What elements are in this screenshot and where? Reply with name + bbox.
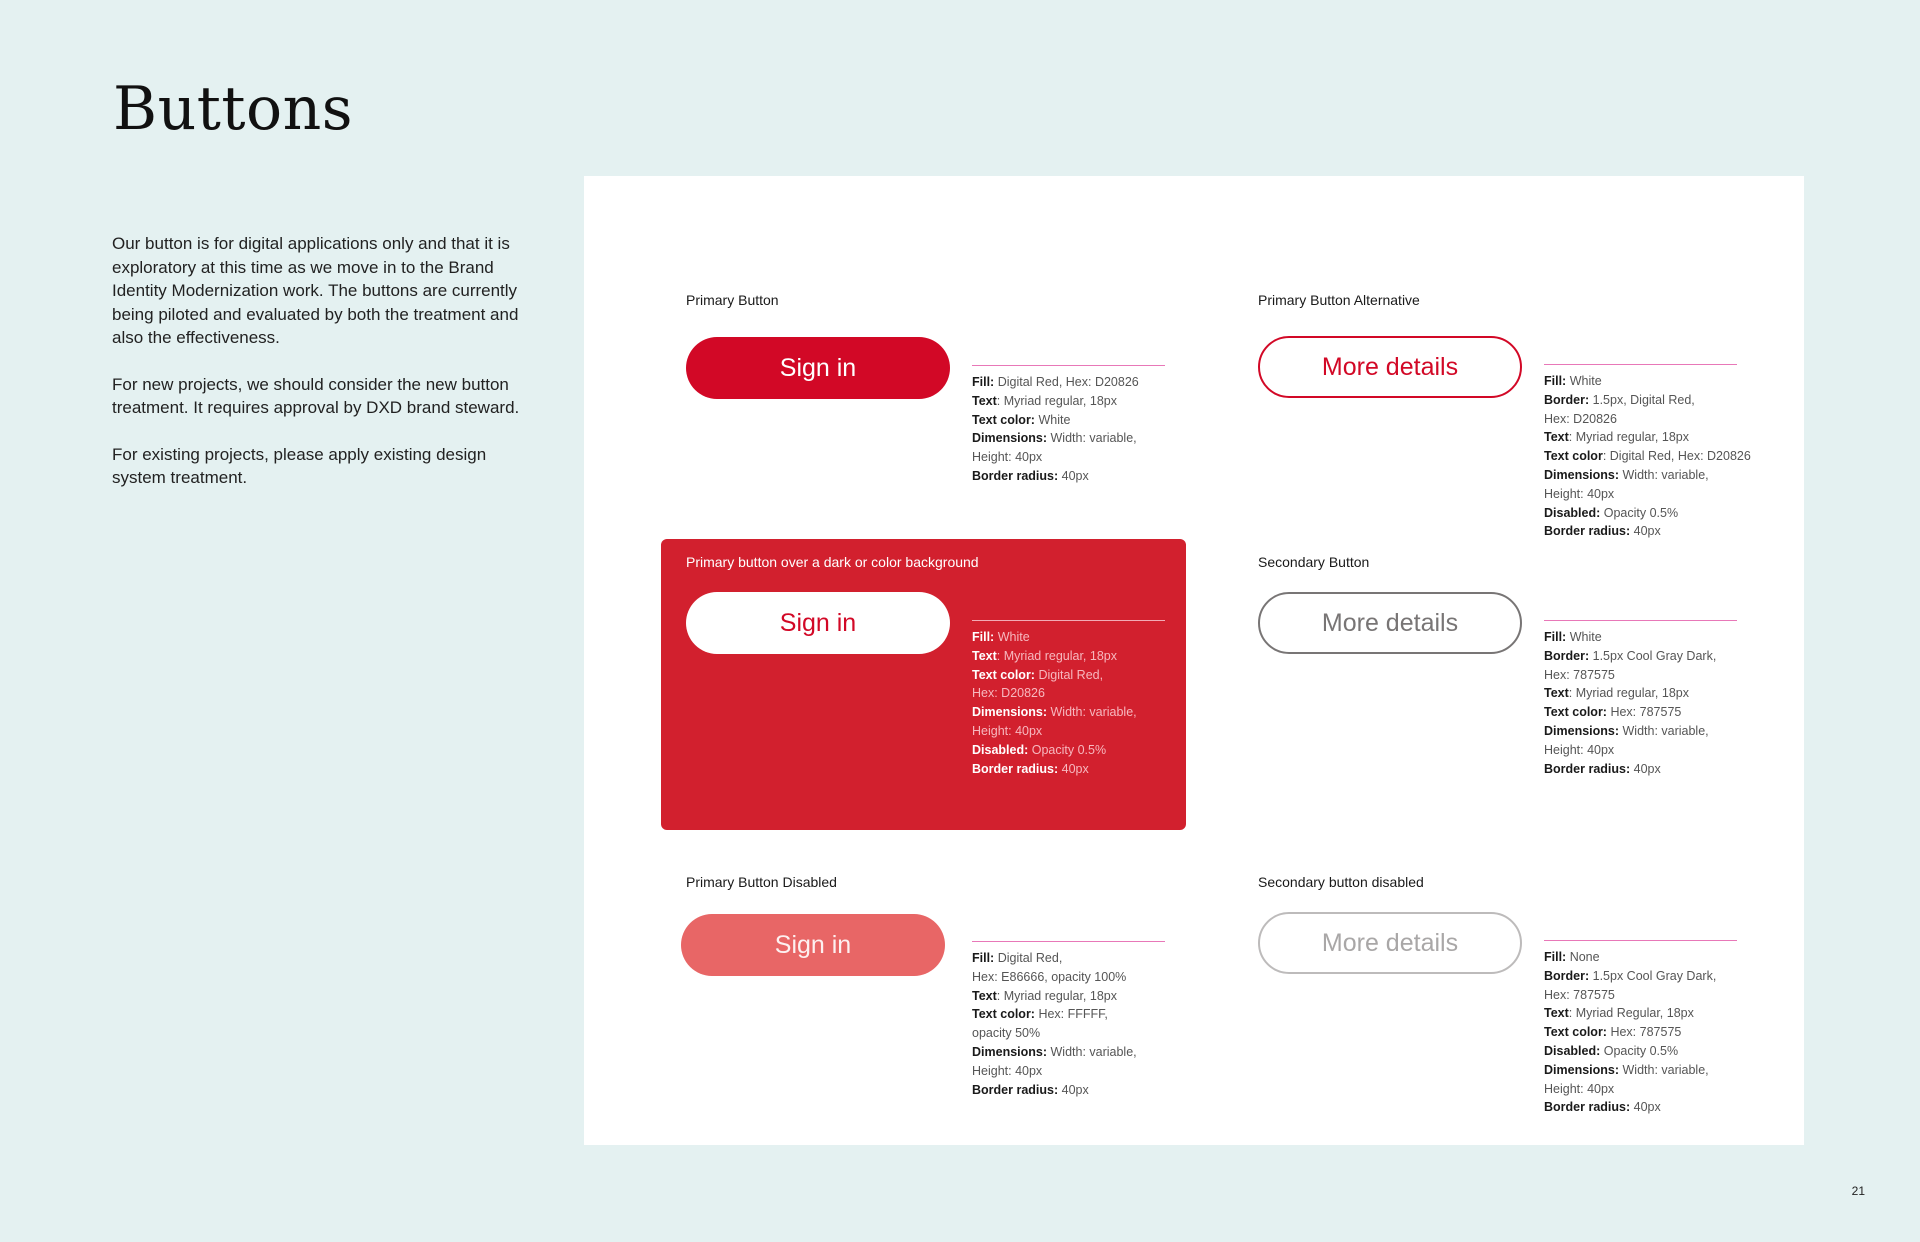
spec-value: 40px <box>1058 1082 1089 1097</box>
spec-line <box>1544 666 1784 685</box>
spec-value: 40px <box>1630 524 1661 539</box>
secondary-button-label: Secondary Button <box>1258 554 1370 570</box>
spec-key: Border radius: <box>972 468 1059 483</box>
spec-value: Opacity 0.5% <box>1600 1043 1679 1058</box>
spec-line <box>972 741 1212 760</box>
spec-line <box>972 647 1212 666</box>
spec-value: White <box>1034 412 1071 427</box>
spec-line <box>1544 684 1784 703</box>
spec-line <box>1544 372 1784 391</box>
spec-key: Text color <box>1544 449 1603 464</box>
spec-value: : Digital Red, Hex: D20826 <box>1602 449 1751 464</box>
spec-line <box>972 968 1212 987</box>
spec-value: opacity 50% <box>972 1026 1041 1041</box>
primary-dark-background-label: Primary button over a dark or color background <box>686 554 979 570</box>
spec-line <box>1544 760 1784 779</box>
spec-value: Height: 40px <box>1544 1081 1615 1096</box>
spec-value: Width: variable, <box>1047 705 1137 720</box>
spec-value: 40px <box>1058 468 1089 483</box>
spec-value: Width: variable, <box>1619 1062 1709 1077</box>
spec-divider <box>972 365 1165 366</box>
spec-line <box>1544 986 1784 1005</box>
spec-key: Border: <box>1544 648 1590 663</box>
spec-key: Dimensions: <box>1544 723 1620 738</box>
spec-line <box>1544 1042 1784 1061</box>
spec-line <box>972 1081 1212 1100</box>
spec-value: Hex: D20826 <box>1544 411 1617 426</box>
spec-line <box>972 467 1212 486</box>
spec-value: White <box>1566 374 1602 388</box>
intro-paragraph: For existing projects, please apply existing design system treatment. <box>112 444 487 487</box>
spec-value: Hex: 787575 <box>1544 987 1615 1002</box>
spec-line <box>1544 391 1784 410</box>
spec-line <box>972 392 1212 411</box>
spec-key: Text <box>1544 686 1569 701</box>
spec-divider <box>1544 620 1737 621</box>
spec-key: Dimensions: <box>972 431 1048 446</box>
page-title: Buttons <box>113 74 354 144</box>
spec-value: Width: variable, <box>1619 723 1709 738</box>
spec-line <box>1544 647 1784 666</box>
spec-key: Text <box>1544 430 1569 445</box>
spec-line <box>972 1062 1212 1081</box>
button-spec-panel <box>584 176 1804 1145</box>
primary-disabled-sign-in-button[interactable]: Sign in <box>681 914 945 976</box>
intro-paragraph: Our button is for digital applications only and that it is exploratory at this time as we move in to the Brand Identity Modernization work. The buttons are currently being piloted and evaluated by both the treatment and also the effectiveness. <box>112 234 519 347</box>
spec-line <box>1544 447 1784 466</box>
spec-value: 40px <box>1630 1100 1661 1115</box>
primary-alt-more-details-button[interactable]: More details <box>1258 336 1522 398</box>
spec-line <box>1544 1023 1784 1042</box>
spec-key: Disabled: <box>1544 505 1601 520</box>
spec-value: 1.5px Cool Gray Dark, <box>1589 968 1717 983</box>
spec-key: Text <box>972 393 997 408</box>
spec-line <box>1544 485 1784 504</box>
spec-value: White <box>1566 630 1602 644</box>
spec-value: : Myriad regular, 18px <box>996 988 1117 1003</box>
spec-key: Dimensions: <box>972 1044 1048 1059</box>
spec-line <box>972 949 1212 968</box>
spec-line <box>972 448 1212 467</box>
spec-value: Hex: D20826 <box>972 686 1045 701</box>
spec-value: Hex: 787575 <box>1606 1025 1682 1040</box>
spec-line <box>1544 967 1784 986</box>
spec-key: Fill: <box>1544 630 1567 644</box>
spec-key: Fill: <box>1544 374 1567 388</box>
spec-key: Border radius: <box>1544 761 1631 776</box>
spec-key: Border radius: <box>1544 524 1631 539</box>
spec-value: Opacity 0.5% <box>1028 742 1107 757</box>
spec-line <box>972 373 1212 392</box>
primary-dark-sign-in-button[interactable]: Sign in <box>686 592 950 654</box>
intro-text <box>112 232 532 513</box>
primary-button-label: Primary Button <box>686 292 779 308</box>
spec-line <box>1544 628 1784 647</box>
page-number: 21 <box>1851 1184 1865 1198</box>
spec-line <box>1544 466 1784 485</box>
spec-line <box>972 722 1212 741</box>
spec-line <box>1544 522 1784 541</box>
spec-line <box>972 760 1212 779</box>
spec-line <box>972 411 1212 430</box>
spec-key: Disabled: <box>972 742 1029 757</box>
spec-key: Text <box>972 648 997 663</box>
spec-value: White <box>994 630 1030 644</box>
primary-button-disabled-label: Primary Button Disabled <box>686 874 837 890</box>
spec-key: Text color: <box>1544 705 1607 720</box>
spec-key: Dimensions: <box>972 705 1048 720</box>
secondary-disabled-more-details-button[interactable]: More details <box>1258 912 1522 974</box>
spec-line <box>1544 428 1784 447</box>
spec-value: Hex: 787575 <box>1544 667 1615 682</box>
spec-divider <box>972 620 1165 621</box>
spec-value: 1.5px Cool Gray Dark, <box>1589 648 1717 663</box>
spec-line <box>972 429 1212 448</box>
spec-divider <box>972 941 1165 942</box>
spec-value: Width: variable, <box>1047 431 1137 446</box>
spec-line <box>972 666 1212 685</box>
spec-key: Text <box>1544 1006 1569 1021</box>
spec-key: Border: <box>1544 392 1590 407</box>
spec-key: Fill: <box>972 375 995 389</box>
intro-paragraph: For new projects, we should consider the new button treatment. It requires approval by DXD brand steward. <box>112 374 520 417</box>
primary-sign-in-button[interactable]: Sign in <box>686 337 950 399</box>
spec-key: Dimensions: <box>1544 1062 1620 1077</box>
spec-value: Digital Red, <box>994 951 1063 965</box>
spec-value: : Myriad regular, 18px <box>1568 686 1689 701</box>
spec-value: Height: 40px <box>1544 742 1615 757</box>
primary-button-alternative-specs <box>1544 372 1784 541</box>
spec-line <box>972 628 1212 647</box>
spec-line <box>1544 1004 1784 1023</box>
spec-value: : Myriad Regular, 18px <box>1568 1006 1694 1021</box>
spec-line <box>972 987 1212 1006</box>
spec-value: Digital Red, <box>1034 667 1104 682</box>
spec-key: Fill: <box>1544 950 1567 964</box>
spec-value: 40px <box>1058 761 1089 776</box>
spec-value: Hex: 787575 <box>1606 705 1682 720</box>
spec-key: Border radius: <box>972 761 1059 776</box>
spec-key: Border: <box>1544 968 1590 983</box>
spec-key: Fill: <box>972 951 995 965</box>
spec-value: Opacity 0.5% <box>1600 505 1679 520</box>
spec-key: Border radius: <box>1544 1100 1631 1115</box>
spec-line <box>972 1024 1212 1043</box>
spec-value: Height: 40px <box>972 1063 1043 1078</box>
secondary-button-specs <box>1544 628 1784 778</box>
spec-key: Text color: <box>972 1007 1035 1022</box>
spec-line <box>972 1005 1212 1024</box>
spec-value: Digital Red, Hex: D20826 <box>994 375 1139 389</box>
spec-line <box>1544 1061 1784 1080</box>
spec-divider <box>1544 364 1737 365</box>
spec-value: : Myriad regular, 18px <box>996 393 1117 408</box>
spec-value: : Myriad regular, 18px <box>996 648 1117 663</box>
spec-line <box>972 1043 1212 1062</box>
spec-value: : Myriad regular, 18px <box>1568 430 1689 445</box>
spec-value: Height: 40px <box>972 723 1043 738</box>
spec-line <box>1544 948 1784 967</box>
spec-line <box>972 703 1212 722</box>
spec-value: Width: variable, <box>1619 467 1709 482</box>
spec-value: None <box>1566 950 1600 964</box>
spec-line <box>1544 703 1784 722</box>
primary-button-disabled-specs <box>972 949 1212 1099</box>
secondary-button-disabled-specs <box>1544 948 1784 1117</box>
primary-dark-background-specs <box>972 628 1212 778</box>
spec-key: Text color: <box>1544 1025 1607 1040</box>
primary-button-specs <box>972 373 1212 486</box>
spec-line <box>1544 1098 1784 1117</box>
spec-value: Hex: E86666, opacity 100% <box>972 969 1127 984</box>
spec-key: Text <box>972 988 997 1003</box>
spec-line <box>1544 741 1784 760</box>
spec-line <box>1544 504 1784 523</box>
secondary-button-disabled-label: Secondary button disabled <box>1258 874 1424 890</box>
spec-value: 40px <box>1630 761 1661 776</box>
spec-key: Text color: <box>972 412 1035 427</box>
spec-value: Height: 40px <box>972 450 1043 465</box>
spec-line <box>1544 410 1784 429</box>
spec-line <box>1544 1080 1784 1099</box>
spec-value: Width: variable, <box>1047 1044 1137 1059</box>
spec-value: Height: 40px <box>1544 486 1615 501</box>
spec-value: 1.5px, Digital Red, <box>1589 392 1695 407</box>
spec-line <box>1544 722 1784 741</box>
primary-button-alternative-label: Primary Button Alternative <box>1258 292 1420 308</box>
spec-key: Dimensions: <box>1544 467 1620 482</box>
spec-line <box>972 684 1212 703</box>
secondary-more-details-button[interactable]: More details <box>1258 592 1522 654</box>
spec-key: Fill: <box>972 630 995 644</box>
spec-divider <box>1544 940 1737 941</box>
spec-key: Text color: <box>972 667 1035 682</box>
spec-key: Disabled: <box>1544 1043 1601 1058</box>
spec-key: Border radius: <box>972 1082 1059 1097</box>
spec-value: Hex: FFFFF, <box>1034 1007 1108 1022</box>
